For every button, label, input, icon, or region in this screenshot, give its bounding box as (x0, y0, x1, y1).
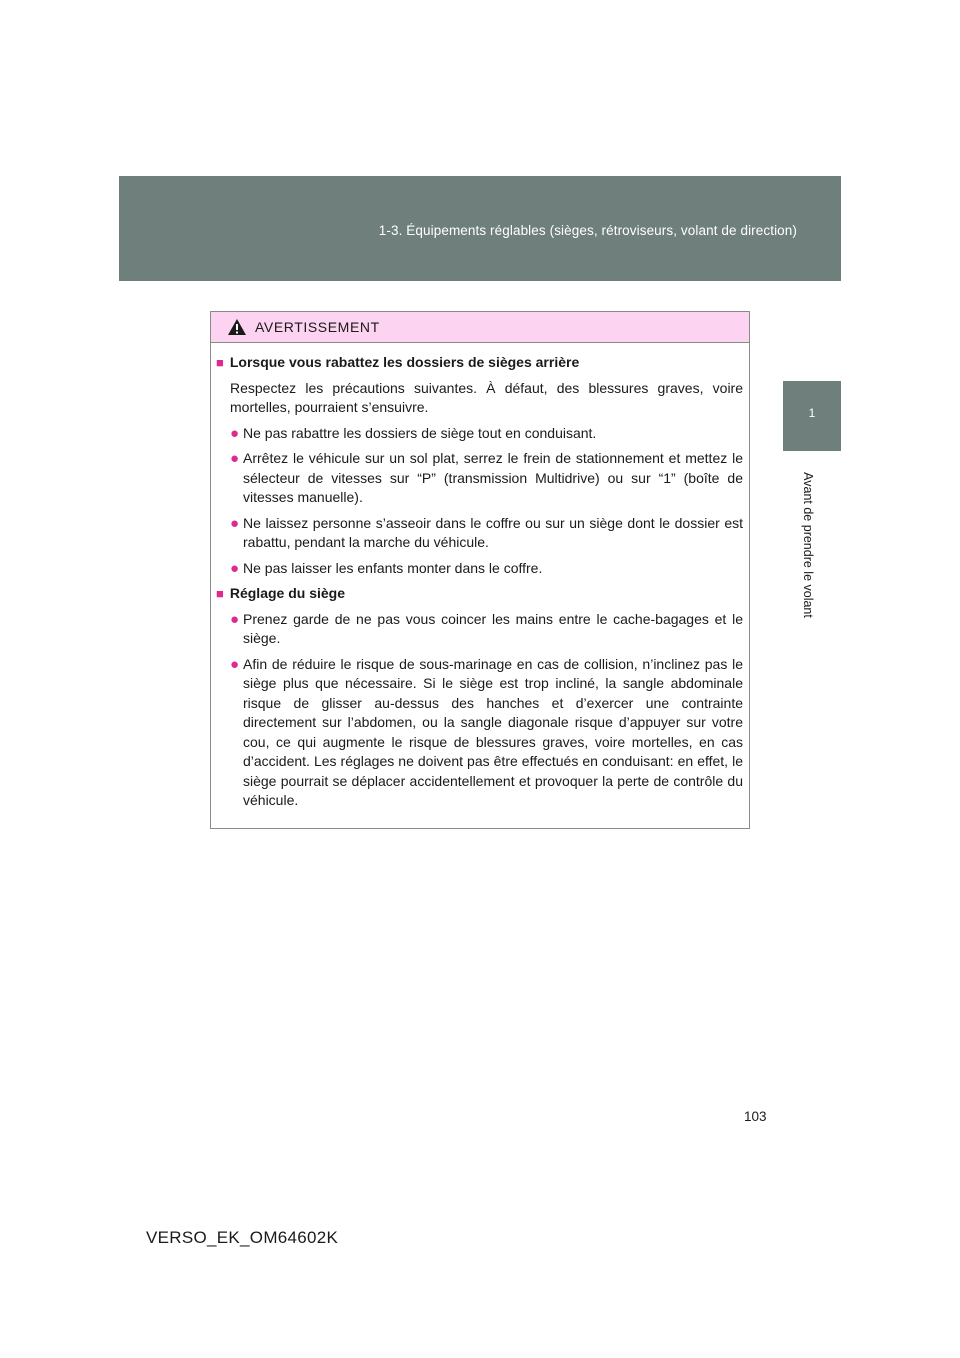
section-title: ■ Réglage du siège (216, 584, 743, 604)
section-title: ■ Lorsque vous rabattez les dossiers de sièges arrière (216, 353, 743, 373)
square-bullet-icon: ■ (216, 586, 224, 601)
chapter-side-label (798, 460, 818, 630)
list-item: ● Ne laissez personne s’asseoir dans le coffre ou sur un siège dont le dossier est rabattu, pendant la marche du véhicule. (230, 514, 743, 553)
document-code: VERSO_EK_OM64602K (146, 1228, 339, 1247)
warning-triangle-icon (227, 318, 247, 336)
warning-body (211, 343, 749, 811)
page-number: 103 (744, 1109, 767, 1124)
circle-bullet-icon: ● (230, 655, 240, 673)
chapter-side-tab (783, 381, 841, 451)
chapter-header-title: 1-3. Équipements réglables (sièges, rétroviseurs, volant de direction) (378, 223, 797, 238)
list-item: ● Ne pas laisser les enfants monter dans le coffre. (230, 559, 543, 577)
chapter-header-band (119, 176, 841, 281)
section-intro: Respectez les précautions suivantes. À défaut, des blessures graves, voire mortelles, pourraient s’ensuivre. (230, 379, 743, 415)
circle-bullet-icon: ● (230, 610, 240, 628)
chapter-number: 1 (808, 406, 816, 420)
circle-bullet-icon: ● (230, 559, 240, 577)
list-item: ● Arrêtez le véhicule sur un sol plat, serrez le frein de stationnement et mettez le sélecteur de vitesses sur “P” (transmission Multidrive) ou sur “1” (boîte de vitesses manuelle). (230, 449, 743, 508)
warning-box (210, 311, 750, 829)
circle-bullet-icon: ● (230, 450, 240, 467)
warning-title: AVERTISSEMENT (255, 319, 380, 335)
warning-header (211, 312, 749, 343)
square-bullet-icon: ■ (216, 355, 224, 370)
list-item: ● Ne pas rabattre les dossiers de siège tout en conduisant. (230, 424, 597, 442)
list-item: ● Afin de réduire le risque de sous-marinage en cas de collision, n’inclinez pas le siège plus que nécessaire. Si le siège est trop incliné, la sangle abdominale risque de glisser au-dessus des hanches et d’exercer une contrainte directement sur l’abdomen, ou la sangle diagonale risque d’appuyer sur votre cou, ce qui augmente le risque de blessures graves, voire mortelles, en cas d’accident. Les réglages ne doivent pas être effectués en conduisant: en effet, le siège pourrait se déplacer accidentellement et provoquer la perte de contrôle du véhicule. (230, 655, 743, 811)
circle-bullet-icon: ● (230, 424, 240, 442)
chapter-side-label-text: Avant de prendre le volant (801, 472, 815, 618)
list-item: ● Prenez garde de ne pas vous coincer les mains entre le cache-bagages et le siège. (230, 610, 743, 649)
circle-bullet-icon: ● (230, 514, 240, 532)
